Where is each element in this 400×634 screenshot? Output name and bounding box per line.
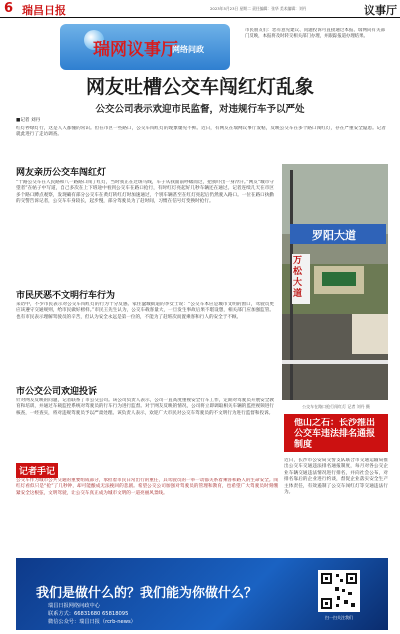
road-sign-text: 罗阳大道 [312,229,356,242]
qr-label: 扫一扫关注我们 [325,615,353,620]
byline: ■记者 刘丹 [16,118,41,123]
ad-contact: 联系方式：66831680 65818095 [48,611,129,617]
section-heading: 市民厌恶不文明行车行为 [16,291,116,301]
section-body: “十路公交车在人民路和八一路路口闯了红灯，当时我正在过斑马线，车子从我面前呼啸而过，把我吓出一身冷汗。”网友“城市守望者”在帖子中写道，自己多次在上下班途中看到公交车在路口抢行，有时红灯亮起好几秒车辆还在通过。记者连续几天在市区多个路口蹲点观察，发现确有部分公交车在黄灯转红灯时加速通过，个别车辆甚至在红灯亮起后仍然驶入路口。一位在路口执勤的交警告诉记者，公交车车身较长，起步慢，部分驾驶员为了赶时间，习惯在信号灯变换时抢行。 [16,180,274,205]
sidebar-body: 近日，长沙市公安局交警支队联合市交通运输局推出公交车交通违法排名通报制度，每月对各公交企业车辆交通违法情况进行排名，并向社会公布，对排名靠后的企业进行约谈，督促企业落实安全生产主体责任，有效遏制了公交车闯红灯等交通违法行为。 [284,458,388,496]
section-body: 针对网友反映的问题，记者联系了市公交公司。该公司负责人表示，公司一直高度重视安全行车工作，定期对驾驶员开展安全教育和培训，并通过车载监控系统对驾驶员的行车行为进行监督。对于网友反映的情况，公司将立即调取相关车辆的监控视频进行核查，一经查实，将对违规驾驶员予以严肃处理。该负责人表示，欢迎广大市民对公交车驾驶员的不文明行为进行监督和投诉。 [16,398,274,416]
ad-title: 我们是做什么的？我们能为你做什么？ [36,586,258,601]
subheadline: 公交公司表示欢迎市民监督，对违规行车予以严处 [95,104,305,115]
paper-name: 瑞昌日报 [22,4,66,17]
masthead-date: 2023年5月23日 星期二 责任编辑：张华 美术编辑：刘丹 [210,6,307,11]
qr-code-icon [318,570,360,612]
section-heading: 网友亲历公交车闯红灯 [16,168,107,178]
lead-paragraph: 红灯停绿灯行，这是人人都懂的常识。但在市区一些路口，公交车闯红灯的现象屡见不鲜。近日，有网友在瑞网议事厅发帖，反映公交车在多个路口闯红灯，存在严重安全隐患。记者就此进行了走访调查。 [16,126,386,138]
section-heading: 市公交公司欢迎投诉 [16,387,98,397]
commentary-body: 公交车作为城市公共交通的重要组成部分，承担着市民日常出行的重任，其驾驶员的一举一动都关系着乘客和路人的生命安全。闯红灯看似只是“抢”了几秒钟，却可能酿成无法挽回的悲剧。希望公交公司加强对驾驶员的管理和教育，也希望广大驾驶员时刻绷紧安全这根弦，文明驾驶，让公交车真正成为城市文明的一道亮丽风景线。 [16,478,278,496]
section-body: 采访中，不少市民表示对公交车闯红灯的行为十分反感。家住湓城街道的李女士说：“公交车本应是城市文明的窗口，驾驶员更应该遵守交通规则，给市民做好榜样。”市民王先生认为，公交车载客量大，一旦发生事故后果不堪设想，相关部门应加强监管。也有市民表示理解驾驶员的辛苦，但认为安全永远是第一位的，不能为了赶班次而置乘客和行人的安全于不顾。 [16,302,274,320]
commentary-tag: 记者手记 [16,463,58,478]
ad-line: 瑞昌日报网络问政中心 [48,603,100,609]
sidebar-title: 他山之石：长沙推出公交车违法排名通报制度 [294,418,376,450]
banner-title: 瑞网议事厅 [93,40,178,60]
ad-wechat: 微信公众号：瑞昌日报（rcrb-news） [48,619,136,625]
page-number: 6 [4,1,14,16]
banner-text: 市民朋友们：您有意见建议、问题投诉可直接通过本报、瑞网向有关部门反映，本报将及时转交相关部门办理，并跟踪报道办理结果。 [245,28,385,39]
headline: 网友吐槽公交车闯红灯乱象 [85,76,314,98]
roadside-sign-text: 万松大道 [293,256,303,299]
section-name: 议事厅 [364,4,397,17]
photo-caption: 公交车在路口抢行闯红灯 记者 刘丹 摄 [302,404,370,409]
masthead-rule [0,17,400,18]
banner-subtitle: 网络问政 [172,45,204,54]
